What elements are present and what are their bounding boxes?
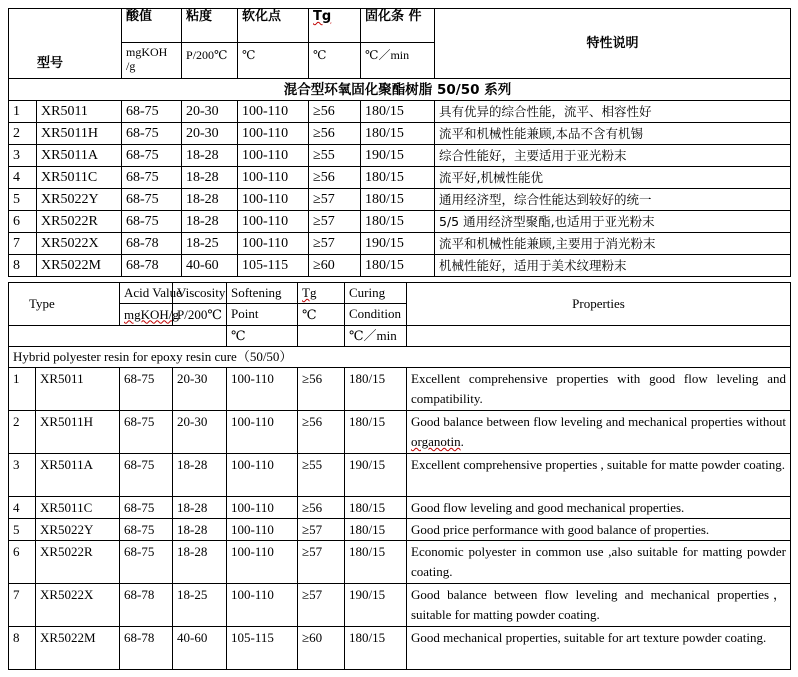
cell-acid: 68-75 xyxy=(120,541,173,584)
cell-no: 3 xyxy=(9,454,36,497)
header-model: 型号 xyxy=(9,9,122,79)
acid-unit: mgKOH /g xyxy=(122,43,182,79)
cell-no: 1 xyxy=(9,101,37,123)
curing-condition-label: Condition xyxy=(345,304,407,326)
curing-unit: ℃／min xyxy=(345,326,407,347)
cell-no: 1 xyxy=(9,368,36,411)
viscosity-unit: P/200℃ xyxy=(182,43,238,79)
cell-tg: ≥57 xyxy=(298,584,345,627)
cell-desc: 流平好,机械性能优 xyxy=(435,167,791,189)
header-properties: Properties xyxy=(407,283,791,326)
cell-tg: ≥60 xyxy=(309,255,361,277)
cell-soft: 100-110 xyxy=(227,584,298,627)
cell-model: XR5011 xyxy=(36,368,120,411)
cell-no: 4 xyxy=(9,167,37,189)
cell-model: XR5022M xyxy=(36,627,120,670)
cell-curing: 180/15 xyxy=(361,255,435,277)
header-tg: Tg xyxy=(298,283,345,304)
table-row xyxy=(9,145,791,167)
softening-point-label: Point xyxy=(227,304,298,326)
cell-acid: 68-75 xyxy=(122,167,182,189)
cell-soft: 100-110 xyxy=(227,541,298,584)
desc-text-end: . xyxy=(460,434,464,449)
cell-tg: ≥57 xyxy=(298,519,345,541)
cell-model: XR5011C xyxy=(37,167,122,189)
table-row xyxy=(9,368,791,411)
tg-unit: ℃ xyxy=(298,304,345,326)
cell-no: 7 xyxy=(9,584,36,627)
cell-visc: 18-25 xyxy=(182,233,238,255)
section-title: 混合型环氧固化聚酯树脂 50/50 系列 xyxy=(9,79,791,101)
cell-model: XR5022Y xyxy=(37,189,122,211)
table-row xyxy=(9,233,791,255)
cell-no: 6 xyxy=(9,211,37,233)
cell-model: XR5011 xyxy=(37,101,122,123)
cell-no: 3 xyxy=(9,145,37,167)
cell-curing: 190/15 xyxy=(345,454,407,497)
cell-visc: 18-28 xyxy=(182,189,238,211)
cell-model: XR5022X xyxy=(36,584,120,627)
cell-acid: 68-75 xyxy=(120,497,173,519)
table-row xyxy=(9,519,791,541)
header-type: Type xyxy=(9,283,120,326)
table-row xyxy=(9,627,791,670)
cell-soft: 100-110 xyxy=(238,101,309,123)
cell-soft: 105-115 xyxy=(238,255,309,277)
cell-tg: ≥57 xyxy=(309,211,361,233)
cell-tg: ≥56 xyxy=(298,497,345,519)
cell-visc: 20-30 xyxy=(173,411,227,454)
cell-tg: ≥57 xyxy=(309,189,361,211)
cell-tg: ≥56 xyxy=(298,411,345,454)
cell-no: 8 xyxy=(9,627,36,670)
table-row xyxy=(9,255,791,277)
cell-model: XR5011C xyxy=(36,497,120,519)
cell-tg: ≥56 xyxy=(309,167,361,189)
cell-acid: 68-75 xyxy=(120,454,173,497)
cell-tg: ≥57 xyxy=(298,541,345,584)
cell-desc: 机械性能好，适用于美术纹理粉末 xyxy=(435,255,791,277)
cell-visc: 18-28 xyxy=(182,145,238,167)
cell-curing: 180/15 xyxy=(345,497,407,519)
cell-tg: ≥56 xyxy=(298,368,345,411)
softening-unit: ℃ xyxy=(238,43,309,79)
cell-tg: ≥57 xyxy=(309,233,361,255)
section-title: Hybrid polyester resin for epoxy resin cure（50/50） xyxy=(9,347,791,368)
cell-no: 6 xyxy=(9,541,36,584)
desc-text-flagged: organotin xyxy=(411,434,461,449)
table-row xyxy=(9,584,791,627)
cell-soft: 100-110 xyxy=(238,145,309,167)
cell-desc xyxy=(407,411,791,454)
cell-visc: 20-30 xyxy=(182,101,238,123)
table-row xyxy=(9,497,791,519)
header-softening: 软化点 xyxy=(238,9,309,43)
cell-desc: Economic polyester in common use ,also suitable for matting powder coating. xyxy=(407,541,791,584)
cell-curing: 180/15 xyxy=(345,519,407,541)
cell-model: XR5022Y xyxy=(36,519,120,541)
cell-desc: Good flow leveling and good mechanical properties. xyxy=(407,497,791,519)
cell-visc: 18-28 xyxy=(173,519,227,541)
cell-acid: 68-75 xyxy=(122,211,182,233)
cell-curing: 190/15 xyxy=(361,145,435,167)
cell-desc: Excellent comprehensive properties with good flow leveling and compatibility. xyxy=(407,368,791,411)
header-tg: Tg xyxy=(309,9,361,43)
header-viscosity: Viscosity xyxy=(173,283,227,304)
cell-curing: 180/15 xyxy=(345,541,407,584)
header-acid: 酸值 xyxy=(122,9,182,43)
cell-acid: 68-78 xyxy=(122,255,182,277)
cell-visc: 18-28 xyxy=(173,541,227,584)
cell-model: XR5022X xyxy=(37,233,122,255)
cell-soft: 100-110 xyxy=(227,411,298,454)
cell-soft: 100-110 xyxy=(238,233,309,255)
cell-curing: 180/15 xyxy=(361,189,435,211)
cell-visc: 20-30 xyxy=(173,368,227,411)
cell-desc: Good balance between flow leveling and mechanical properties，suitable for matting powder coating. xyxy=(407,584,791,627)
header-acid: Acid Value xyxy=(120,283,173,304)
cell-no: 7 xyxy=(9,233,37,255)
header-softening: Softening xyxy=(227,283,298,304)
cell-soft: 105-115 xyxy=(227,627,298,670)
cell-soft: 100-110 xyxy=(227,497,298,519)
cell-acid: 68-78 xyxy=(120,584,173,627)
cell-visc: 40-60 xyxy=(182,255,238,277)
cell-tg: ≥56 xyxy=(309,123,361,145)
header-curing: 固化条 件 xyxy=(361,9,435,43)
table-row xyxy=(9,541,791,584)
cell-desc: 具有优异的综合性能，流平、相容性好 xyxy=(435,101,791,123)
cell-tg: ≥56 xyxy=(309,101,361,123)
cell-curing: 180/15 xyxy=(345,411,407,454)
cell-no: 4 xyxy=(9,497,36,519)
table-row xyxy=(9,411,791,454)
cell-desc: 流平和机械性能兼顾,本品不含有机锡 xyxy=(435,123,791,145)
softening-unit: ℃ xyxy=(227,326,298,347)
curing-unit: ℃／min xyxy=(361,43,435,79)
cell-visc: 18-28 xyxy=(173,497,227,519)
cell-acid: 68-75 xyxy=(120,519,173,541)
cell-curing: 180/15 xyxy=(345,368,407,411)
cell-tg: ≥55 xyxy=(298,454,345,497)
cell-acid: 68-75 xyxy=(122,123,182,145)
cn-spec-table xyxy=(8,8,791,277)
table-row xyxy=(9,454,791,497)
cell-desc: 5/5 通用经济型聚酯,也适用于亚光粉末 xyxy=(435,211,791,233)
cell-desc: 通用经济型，综合性能达到较好的统一 xyxy=(435,189,791,211)
acid-unit: mgKOH/g xyxy=(120,304,173,326)
cell-curing: 180/15 xyxy=(345,627,407,670)
cell-soft: 100-110 xyxy=(238,167,309,189)
cell-visc: 40-60 xyxy=(173,627,227,670)
cell-visc: 18-28 xyxy=(182,167,238,189)
table-row xyxy=(9,167,791,189)
cell-visc: 18-28 xyxy=(182,211,238,233)
cell-soft: 100-110 xyxy=(238,211,309,233)
cell-soft: 100-110 xyxy=(227,368,298,411)
header-curing: Curing xyxy=(345,283,407,304)
table-row xyxy=(9,123,791,145)
cell-desc: Good mechanical properties, suitable for art texture powder coating. xyxy=(407,627,791,670)
cell-acid: 68-75 xyxy=(120,411,173,454)
viscosity-unit: P/200℃ xyxy=(173,304,227,326)
cell-model: XR5011H xyxy=(36,411,120,454)
table-row xyxy=(9,101,791,123)
cell-acid: 68-75 xyxy=(122,189,182,211)
cell-acid: 68-78 xyxy=(120,627,173,670)
en-spec-table xyxy=(8,282,791,670)
cell-model: XR5022M xyxy=(37,255,122,277)
desc-text: Good balance between flow leveling and mechanical properties without xyxy=(411,414,786,429)
cell-desc: 综合性能好，主要适用于亚光粉末 xyxy=(435,145,791,167)
cell-soft: 100-110 xyxy=(227,454,298,497)
table-row xyxy=(9,211,791,233)
cell-acid: 68-75 xyxy=(122,145,182,167)
cell-desc: 流平和机械性能兼顾,主要用于消光粉末 xyxy=(435,233,791,255)
cell-soft: 100-110 xyxy=(238,123,309,145)
table-row xyxy=(9,189,791,211)
cell-visc: 20-30 xyxy=(182,123,238,145)
cell-desc: Excellent comprehensive properties , suitable for matte powder coating. xyxy=(407,454,791,497)
cell-no: 8 xyxy=(9,255,37,277)
cell-visc: 18-25 xyxy=(173,584,227,627)
cell-curing: 180/15 xyxy=(361,101,435,123)
cell-model: XR5022R xyxy=(37,211,122,233)
cell-no: 5 xyxy=(9,189,37,211)
cell-curing: 180/15 xyxy=(361,123,435,145)
cell-model: XR5011A xyxy=(36,454,120,497)
cell-model: XR5022R xyxy=(36,541,120,584)
cell-visc: 18-28 xyxy=(173,454,227,497)
cell-curing: 190/15 xyxy=(361,233,435,255)
cell-curing: 180/15 xyxy=(361,167,435,189)
cell-no: 5 xyxy=(9,519,36,541)
cell-tg: ≥60 xyxy=(298,627,345,670)
header-properties: 特性说明 xyxy=(435,9,791,79)
cell-tg: ≥55 xyxy=(309,145,361,167)
cell-acid: 68-78 xyxy=(122,233,182,255)
cell-soft: 100-110 xyxy=(238,189,309,211)
cell-model: XR5011H xyxy=(37,123,122,145)
cell-no: 2 xyxy=(9,123,37,145)
cell-no: 2 xyxy=(9,411,36,454)
cell-desc: Good price performance with good balance of properties. xyxy=(407,519,791,541)
cell-acid: 68-75 xyxy=(120,368,173,411)
cell-acid: 68-75 xyxy=(122,101,182,123)
cell-model: XR5011A xyxy=(37,145,122,167)
header-viscosity: 粘度 xyxy=(182,9,238,43)
tg-unit: ℃ xyxy=(309,43,361,79)
cell-curing: 190/15 xyxy=(345,584,407,627)
cell-curing: 180/15 xyxy=(361,211,435,233)
cell-soft: 100-110 xyxy=(227,519,298,541)
